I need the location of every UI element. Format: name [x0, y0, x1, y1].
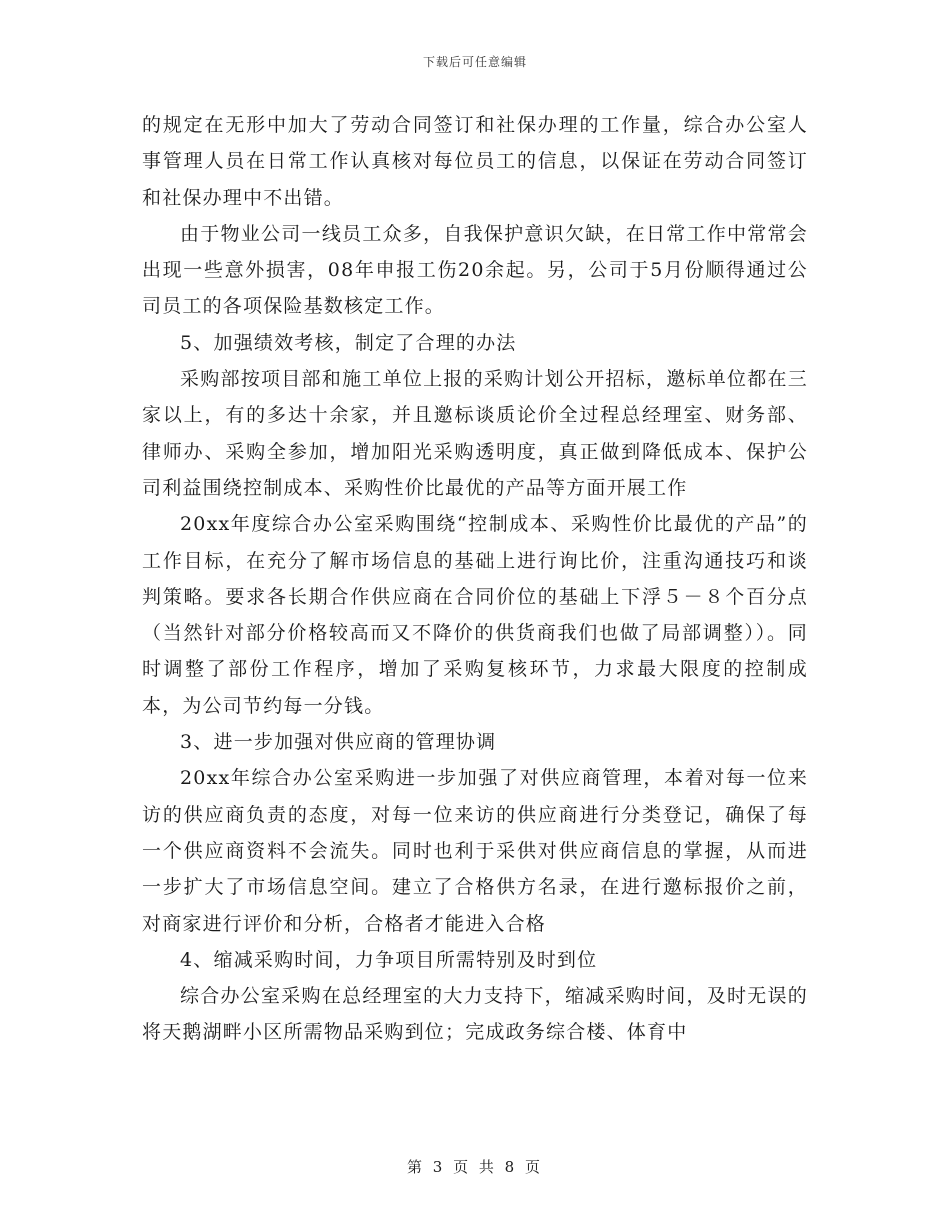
paragraph: 20xx年度综合办公室采购围绕“控制成本、采购性价比最优的产品”的工作目标，在充分了解市场信息的基础上进行询比价，注重沟通技巧和谈判策略。要求各长期合作供应商在合同价位的基础上下浮５－８个百分点（当然针对部分价格较高而又不降价的供货商我们也做了局部调整））。同时调整了部份工作程序，增加了采购复核环节，力求最大限度的控制成本，为公司节约每一分钱。	[142, 513, 808, 717]
paragraph: 20xx年综合办公室采购进一步加强了对供应商管理，本着对每一位来访的供应商负责的态度，对每一位来访的供应商进行分类登记，确保了每一个供应商资料不会流失。同时也利于采供对供应商信息的掌握，从而进一步扩大了市场信息空间。建立了合格供方名录，在进行邀标报价之前，对商家进行评价和分析，合格者才能进入合格	[142, 767, 808, 935]
section-heading: 3、进一步加强对供应商的管理协调	[180, 731, 497, 754]
paragraph: 采购部按项目部和施工单位上报的采购计划公开招标，邀标单位都在三家以上，有的多达十余家，并且邀标谈质论价全过程总经理室、财务部、律师办、采购全参加，增加阳光采购透明度，真正做到降低成本、保护公司利益围绕控制成本、采购性价比最优的产品等方面开展工作	[142, 368, 808, 499]
paragraph: 的规定在无形中加大了劳动合同签订和社保办理的工作量，综合办公室人事管理人员在日常工作认真核对每位员工的信息，以保证在劳动合同签订和社保办理中不出错。	[142, 114, 808, 209]
page-header: 下载后可任意编辑	[422, 55, 527, 69]
paragraph: 综合办公室采购在总经理室的大力支持下，缩减采购时间，及时无误的将天鹅湖畔小区所需物品采购到位；完成政务综合楼、体育中	[142, 985, 808, 1044]
section-heading: 5、加强绩效考核，制定了合理的办法	[180, 331, 517, 354]
document-body	[142, 107, 808, 1051]
paragraph: 由于物业公司一线员工众多，自我保护意识欠缺，在日常工作中常常会出现一些意外损害，08年申报工伤20余起。另，公司于5月份顺得通过公司员工的各项保险基数核定工作。	[142, 222, 808, 318]
page-footer: 第 3 页 共 8 页	[407, 1158, 543, 1176]
section-heading: 4、缩减采购时间，力争项目所需特别及时到位	[180, 948, 598, 971]
